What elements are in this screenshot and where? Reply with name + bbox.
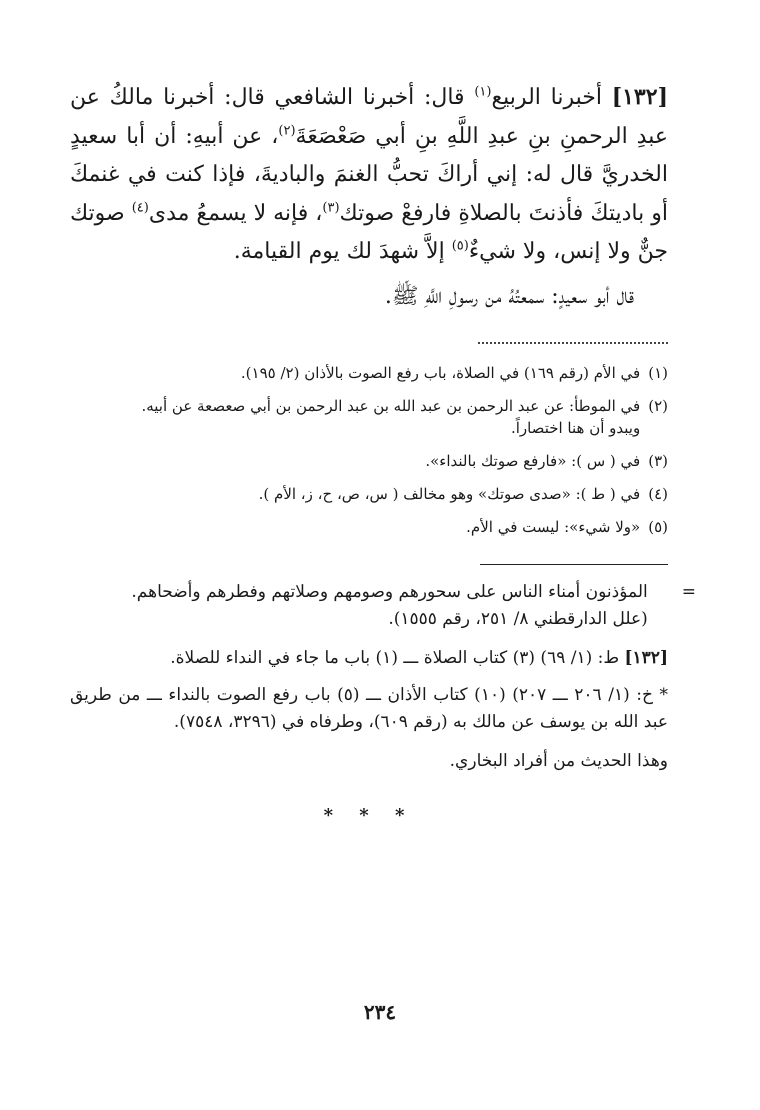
- footnote-line: في الأم (رقم ١٦٩) في الصلاة، باب رفع الصوت بالأذان (٢/ ١٩٥).: [240, 364, 641, 382]
- continued-note-text: [131, 579, 647, 633]
- footnote-item: [70, 362, 668, 384]
- footnote-text: [70, 483, 640, 505]
- hadith-text-part: ، فإنه لا يسمعُ مدى: [148, 200, 323, 226]
- footnotes: [70, 362, 668, 538]
- footnote-line: في ( س ): «فارفع صوتك بالنداء».: [425, 452, 641, 470]
- footnote-ref-4[interactable]: (٤): [131, 200, 149, 216]
- takhrij-muwatta: ط: (١/ ٦٩) (٣) كتاب الصلاة ـــ (١) باب ما جاء في النداء للصلاة.: [170, 648, 625, 668]
- footnote-text: [70, 450, 640, 472]
- footnote-ref-1[interactable]: (١): [474, 84, 492, 100]
- page-number: ٢٣٤: [363, 1000, 397, 1024]
- footnote-number: (٣): [648, 452, 668, 470]
- takhrij-heading: [70, 645, 668, 672]
- footnote-line: في ( ط ): «صدى صوتك» وهو مخالف ( س، ص، ح، ز، الأم ).: [258, 485, 641, 503]
- footnote-number: (٥): [648, 518, 668, 536]
- hadith-closing: قال أبو سعيدٍ: سمعتُهُ من رسولِ اللَّهِ ﷺ.: [384, 283, 634, 309]
- hadith-number: [١٣٢]: [611, 84, 668, 110]
- hadith-text-part: قال: أخبرنا الشافعي قال: أخبرنا مالكُ عن عبدِ الرحمنِ بنِ عبدِ اللَّهِ بنِ أبي صَعْصَعَةَ: [70, 85, 668, 149]
- footnote-number: (٢): [648, 397, 668, 415]
- footnote-ref-5[interactable]: (٥): [451, 238, 469, 254]
- section-rule: [480, 564, 668, 565]
- footnote-line: «ولا شيء»: ليست في الأم.: [466, 518, 641, 536]
- continued-line: (علل الدارقطني ٨/ ٢٥١، رقم ١٥٥٥).: [388, 609, 648, 629]
- hadith-text: [70, 78, 668, 316]
- footnote-text: [70, 516, 640, 538]
- hadith-paragraph: [70, 78, 668, 272]
- footnote-separator: [478, 342, 668, 344]
- continuation-marker: =: [681, 582, 696, 602]
- page-body: [70, 78, 696, 826]
- footnote-line: في الموطأ: عن عبد الرحمن بن عبد الله بن عبد الرحمن بن أبي صعصعة عن أبيه.: [141, 397, 641, 415]
- hadith-text-part: صوتك جنٌّ ولا إنس، ولا شيءٌ: [70, 200, 668, 264]
- footnote-item: [70, 395, 668, 439]
- footnote-item: [70, 450, 668, 472]
- footnote-item: [70, 516, 668, 538]
- footnote-line: ويبدو أن هنا اختصاراً.: [510, 419, 641, 437]
- hadith-text-part: إلاَّ شهدَ لك يوم القيامة.: [233, 239, 452, 264]
- footnote-number: (١): [648, 364, 668, 382]
- takhrij-section: [70, 645, 668, 775]
- continued-line: المؤذنون أمناء الناس على سحورهم وصومهم وصلاتهم وفطرهم وأضحاهم.: [131, 582, 648, 602]
- footnote-number: (٤): [648, 485, 668, 503]
- continued-note: [70, 579, 696, 633]
- footnote-item: [70, 483, 668, 505]
- footnote-ref-2[interactable]: (٢): [278, 123, 296, 139]
- footnote-ref-3[interactable]: (٣): [322, 200, 340, 216]
- hadith-text-part: أخبرنا الربيع: [491, 85, 612, 110]
- footnote-text: [70, 362, 640, 384]
- section-stars: * * *: [323, 805, 415, 826]
- takhrij-number: [١٣٢]: [624, 648, 668, 668]
- takhrij-note: وهذا الحديث من أفراد البخاري.: [449, 751, 668, 771]
- takhrij-bukhari: * خ: (١/ ٢٠٦ ـــ ٢٠٧) (١٠) كتاب الأذان ـــ (٥) باب رفع الصوت بالنداء ـــ من طريق عبد الله بن يوسف عن مالك به (رقم ٦٠٩)، وطرفاه في (٣٢٩٦، ٧٥٤٨).: [70, 685, 668, 732]
- hadith-text-part: ، عن أبيهِ: أن أبا سعيدٍ الخدريَّ قال له: إني أراكَ تحبُّ الغنمَ والباديةَ، فإذا كنت في غنمكَ أو باديتكَ فأذنتَ بالصلاةِ فارفعْ صوتك: [70, 123, 668, 226]
- footnote-text: [70, 395, 640, 439]
